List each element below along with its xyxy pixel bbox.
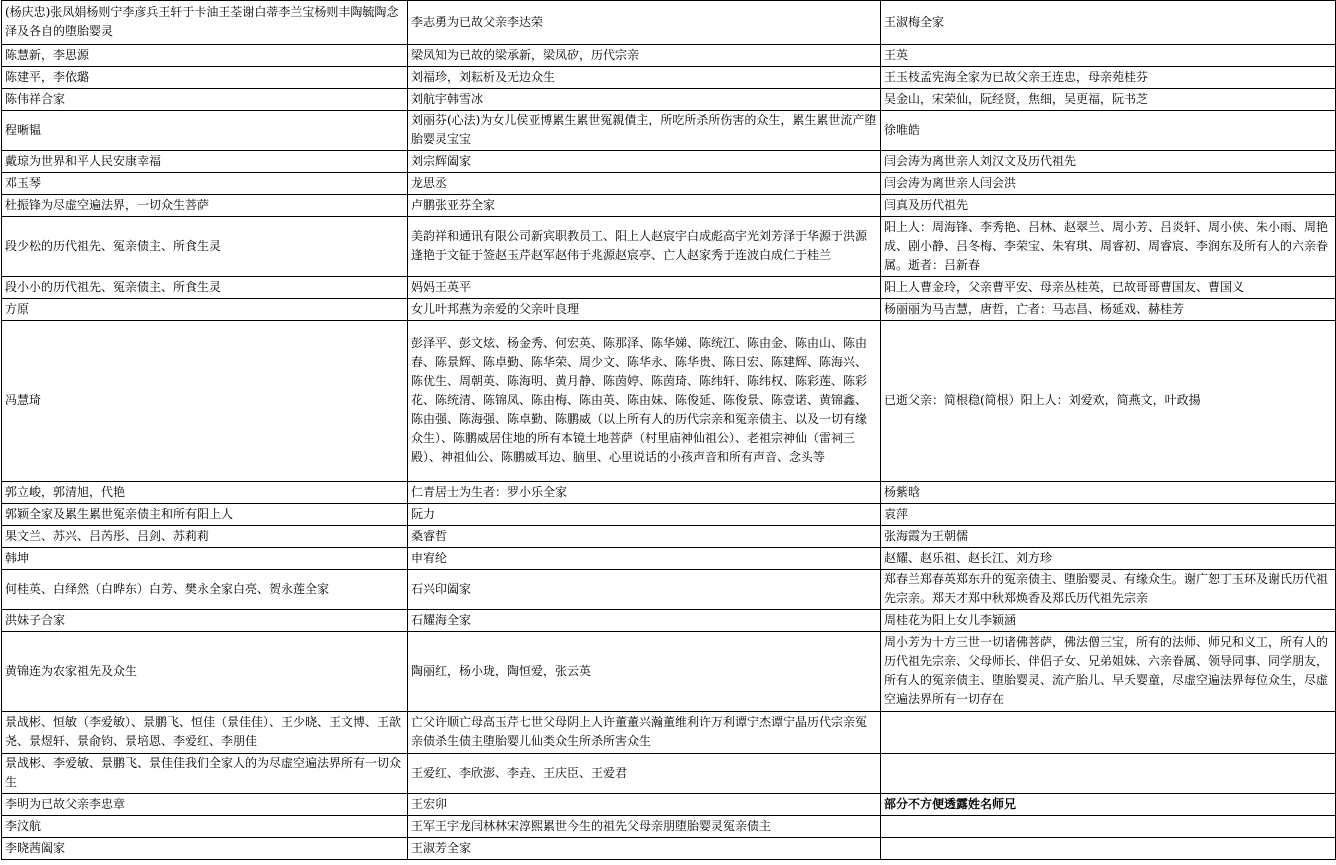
table-cell: 李志勇为已故父亲李达荣 xyxy=(408,1,881,45)
table-cell-bold: 部分不方便透露姓名师兄 xyxy=(881,794,1336,816)
table-cell xyxy=(881,838,1336,860)
table-cell: 郭立峻，郭清旭，代艳 xyxy=(2,482,408,504)
table-cell: 段少松的历代祖先、冤亲债主、所食生灵 xyxy=(2,217,408,277)
table-cell: 吴金山，宋荣仙，阮经贤，焦细，吴更福，阮书芝 xyxy=(881,89,1336,111)
table-cell: 何桂英、白绎然（白晔东）白芳、樊永全家白亮、贺永莲全家 xyxy=(2,570,408,610)
table-row xyxy=(2,482,1336,504)
table-cell: 桑睿哲 xyxy=(408,526,881,548)
table-cell: 黄锦连为农家祖先及众生 xyxy=(2,632,408,712)
table-cell: 石耀海全家 xyxy=(408,610,881,632)
table-cell: 王淑芳全家 xyxy=(408,838,881,860)
table-cell xyxy=(881,754,1336,794)
table-cell: 彭泽平、彭文炫、杨金秀、何宏英、陈那泽、陈华娣、陈统江、陈由金、陈由山、陈由春、陈景辉、陈卓勤、陈华荣、周少文、陈华永、陈华贵、陈日宏、陈建辉、陈海兴、陈优生、周朝英、陈海明、黄月静、陈茵婷、陈茵琦、陈纬轩、陈纬权、陈彩莲、陈彩花、陈统清、陈锦凤、陈由梅、陈由英、陈由妹、陈俊延、陈俊景、陈壹诺、黄锦鑫、陈由强、陈海强、陈卓勤、陈鹏威（以上所有人的历代宗亲和冤亲债主、以及一切有缘众生）、陈鹏威居住地的所有本镜土地菩萨（村里庙神仙祖公）、老祖宗神仙（雷祠三殿）、神祖仙公、陈鹏威耳边、脑里、心里说话的小孩声音和所有声音、念头等 xyxy=(408,321,881,482)
table-row xyxy=(2,151,1336,173)
table-cell: 杜振锋为尽虚空遍法界，一切众生菩萨 xyxy=(2,195,408,217)
table-row xyxy=(2,838,1336,860)
table-cell: 陶丽红，杨小珑，陶恒爱，张云英 xyxy=(408,632,881,712)
table-row xyxy=(2,526,1336,548)
table-cell: 陈建平，李依璐 xyxy=(2,67,408,89)
table-cell: 女儿叶邦燕为亲爱的父亲叶良理 xyxy=(408,299,881,321)
table-cell: 赵耀、赵乐祖、赵长江、刘方珍 xyxy=(881,548,1336,570)
table-cell: 冯慧琦 xyxy=(2,321,408,482)
table-cell: 徐唯皓 xyxy=(881,111,1336,151)
table-row xyxy=(2,754,1336,794)
table-cell: 邓玉琴 xyxy=(2,173,408,195)
table-cell: 阳上人曹金玲，父亲曹平安、母亲丛桂英，已故哥哥曹国友、曹国义 xyxy=(881,277,1336,299)
table-cell: 李汶航 xyxy=(2,816,408,838)
table-row xyxy=(2,277,1336,299)
table-cell: 卢鹏张亚芬全家 xyxy=(408,195,881,217)
table-cell: 王宏卯 xyxy=(408,794,881,816)
table-cell: 郑春兰郑春英郑东升的冤亲债主、堕胎婴灵、有缘众生。谢广恕丁玉环及谢氏历代祖先宗亲。郑天才郑中秋郑焕香及郑氏历代祖先宗亲 xyxy=(881,570,1336,610)
table-cell: 李晓茜阖家 xyxy=(2,838,408,860)
table-row xyxy=(2,570,1336,610)
table-cell: 龙思丞 xyxy=(408,173,881,195)
table-row xyxy=(2,321,1336,482)
table-row xyxy=(2,217,1336,277)
dedication-table xyxy=(1,0,1336,860)
table-cell: 已逝父亲：简根稳(简根）阳上人：刘爱欢，简燕文，叶政揚 xyxy=(881,321,1336,482)
table-cell xyxy=(881,712,1336,754)
table-cell: 刘丽芬(心法)为女儿侯亚博累生累世冤親債主，所吃所杀所伤害的众生，累生累世流产堕胎婴灵宝宝 xyxy=(408,111,881,151)
table-cell: 亡父许顺亡母高玉芹七世父母阴上人许董董兴瀚董维利许万利谭宁杰谭宁晶历代宗亲冤亲债杀生债主堕胎婴儿仙类众生所杀所害众生 xyxy=(408,712,881,754)
table-row xyxy=(2,816,1336,838)
table-cell: 美韵祥和通讯有限公司新宾职教员工、阳上人赵宸宇白成彪高宇光刘芳泽于华源于洪源逢艳于文钲于签赵玉芹赵军赵伟于兆源赵宸亭、亡人赵家秀于连波白成仁于桂兰 xyxy=(408,217,881,277)
table-row xyxy=(2,504,1336,526)
table-cell: 韩坤 xyxy=(2,548,408,570)
table-cell: 袁萍 xyxy=(881,504,1336,526)
table-cell: 张海霞为王朝儒 xyxy=(881,526,1336,548)
table-cell: 刘福珍，刘耘析及无边众生 xyxy=(408,67,881,89)
table-cell: 景战彬、李爱敏、景鹏飞、景佳佳我们全家人的为尽虚空遍法界所有一切众生 xyxy=(2,754,408,794)
table-cell: 景战彬、恒敏（李爱敏）、景鹏飞、恒佳（景佳佳）、王少晓、王文博、王歆尧、景煜轩、景俞钧、景培恩、李爱红、李朋佳 xyxy=(2,712,408,754)
table-cell: 闫会涛为离世亲人闫会洪 xyxy=(881,173,1336,195)
table-cell: 刘宗辉阖家 xyxy=(408,151,881,173)
table-cell: 王爱红、李欣澎、李垚、王庆臣、王爱君 xyxy=(408,754,881,794)
table-cell: 李明为已故父亲李忠章 xyxy=(2,794,408,816)
table-row xyxy=(2,45,1336,67)
table-cell: 戴琼为世界和平人民安康幸福 xyxy=(2,151,408,173)
table-cell: 段小小的历代祖先、冤亲债主、所食生灵 xyxy=(2,277,408,299)
table-cell: 陈慧新，李思源 xyxy=(2,45,408,67)
table-cell: 申宥纶 xyxy=(408,548,881,570)
table-cell: 程晰韫 xyxy=(2,111,408,151)
table-cell: (杨庆忠)张凤娟杨则宁李彦兵王轩于卡油王荃谢白蒂李兰宝杨则丰陶毓陶念泽及各自的堕胎婴灵 xyxy=(2,1,408,45)
table-row xyxy=(2,712,1336,754)
table-row xyxy=(2,173,1336,195)
table-row xyxy=(2,610,1336,632)
table-cell: 果文兰、苏兴、吕芮彤、吕剑、苏莉莉 xyxy=(2,526,408,548)
table-row xyxy=(2,299,1336,321)
table-cell: 周小芳为十方三世一切诸佛菩萨，佛法僧三宝，所有的法师、师兄和义工，所有人的历代祖先宗亲、父母师长、伴侣子女、兄弟姐妹、六亲眷属、领导同事、同学朋友，所有人的冤亲债主、堕胎婴灵、流产胎儿、早夭婴童，尽虚空遍法界每位众生，尽虚空遍法界所有一切存在 xyxy=(881,632,1336,712)
table-row xyxy=(2,195,1336,217)
table-cell: 郭颖全家及累生累世冤亲债主和所有阳上人 xyxy=(2,504,408,526)
table-cell: 梁凤知为已故的梁承新，梁凤矽，历代宗亲 xyxy=(408,45,881,67)
table-cell: 王军王宇龙闫林林宋淳熙累世今生的祖先父母亲朋堕胎婴灵冤亲债主 xyxy=(408,816,881,838)
table-cell: 石兴印阖家 xyxy=(408,570,881,610)
table-cell: 阮力 xyxy=(408,504,881,526)
table-row xyxy=(2,632,1336,712)
table-row xyxy=(2,89,1336,111)
table-cell: 闫真及历代祖先 xyxy=(881,195,1336,217)
table-cell: 妈妈王英平 xyxy=(408,277,881,299)
table-cell: 王玉枝孟宪海全家为已故父亲王连忠，母亲苑桂芬 xyxy=(881,67,1336,89)
table-row xyxy=(2,67,1336,89)
table-cell: 洪妹子合家 xyxy=(2,610,408,632)
table-row xyxy=(2,794,1336,816)
table-cell: 周桂花为阳上女儿李颖涵 xyxy=(881,610,1336,632)
table-cell: 阳上人：周海锋、李秀艳、吕林、赵翠兰、周小芳、吕炎轩、周小侠、朱小雨、周艳成、剧小静、吕冬梅、李荣宝、朱宥琪、周睿初、周睿宸、李润东及所有人的六亲眷属。逝者：吕新春 xyxy=(881,217,1336,277)
table-cell: 闫会涛为离世亲人刘汉文及历代祖先 xyxy=(881,151,1336,173)
table-row xyxy=(2,548,1336,570)
table-cell: 仁青居士为生者：罗小乐全家 xyxy=(408,482,881,504)
table-row xyxy=(2,1,1336,45)
table-cell: 陈伟祥合家 xyxy=(2,89,408,111)
table-cell: 王淑梅全家 xyxy=(881,1,1336,45)
table-cell: 杨紫晗 xyxy=(881,482,1336,504)
table-cell: 王英 xyxy=(881,45,1336,67)
table-cell: 刘航宇韩雪冰 xyxy=(408,89,881,111)
table-row xyxy=(2,111,1336,151)
table-cell: 杨丽丽为马吉慧，唐哲，亡者：马志昌、杨延戏、赫桂芳 xyxy=(881,299,1336,321)
table-cell xyxy=(881,816,1336,838)
table-cell: 方原 xyxy=(2,299,408,321)
